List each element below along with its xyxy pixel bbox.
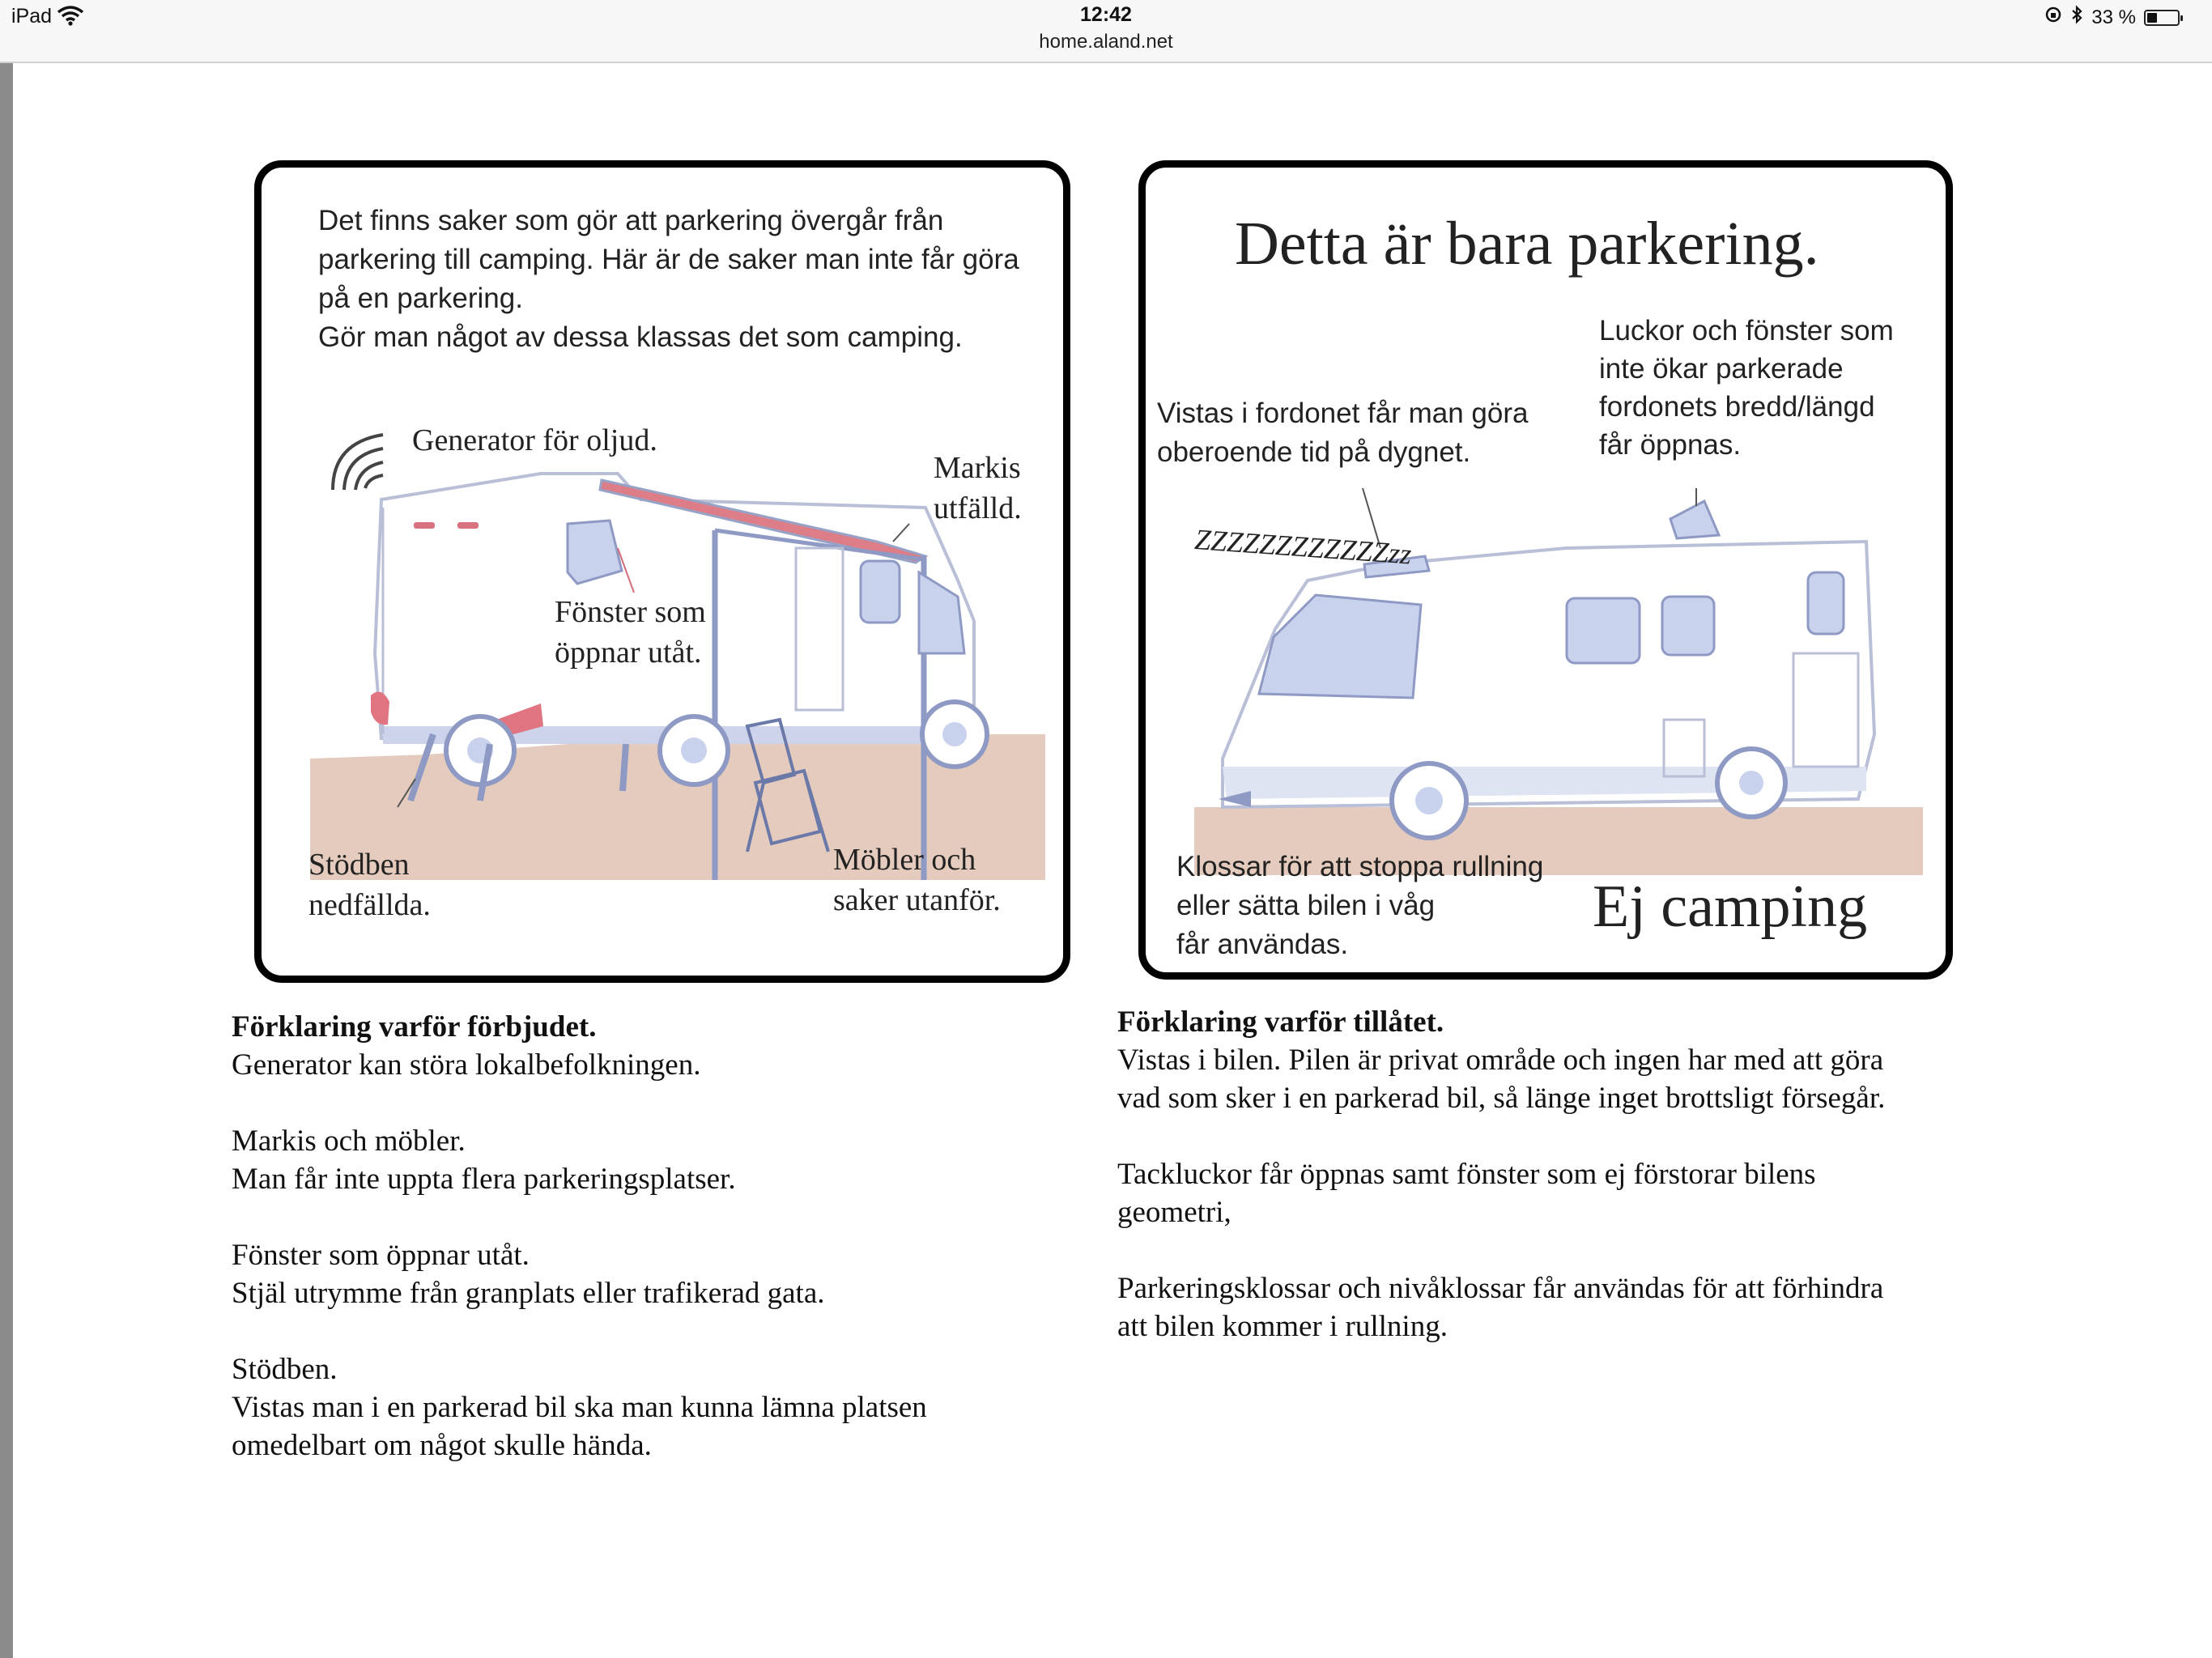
battery-percent: 33 %	[2091, 6, 2136, 28]
explanation-allowed-heading: Förklaring varför tillåtet.	[1117, 1005, 1444, 1039]
sleeping-zzz: ZZZZZZZZZZZZzz	[1193, 522, 1413, 571]
bluetooth-icon	[2070, 5, 2083, 30]
battery-icon	[2144, 10, 2180, 26]
allowed-illustration	[1138, 160, 1953, 980]
page-edge	[0, 63, 13, 1658]
explanation-paragraph: Parkeringsklossar och nivåklossar får användas för att förhindra att bilen kommer i rullning.	[1117, 1272, 1884, 1343]
explanation-allowed	[1117, 1003, 1976, 1384]
status-bar	[0, 0, 2212, 63]
explanation-paragraph: Generator kan störa lokalbefolkningen.	[232, 1048, 701, 1082]
label-awning: Markis utfälld.	[934, 451, 1022, 525]
status-indicators	[2044, 5, 2180, 30]
intro-text: Det finns saker som gör att parkering övergår från parkering till camping. Här är de saker man inte får göra på en parkering. Gör man något av dessa klassas det som camping.	[318, 205, 1019, 353]
label-window: Fönster som öppnar utåt.	[555, 595, 706, 670]
clock: 12:42	[1080, 3, 1132, 26]
label-generator: Generator för oljud.	[412, 423, 657, 457]
explanation-paragraph: Tackluckor får öppnas samt fönster som ej förstorar bilens geometri,	[1117, 1158, 1816, 1229]
label-hatches: Luckor och fönster som inte ökar parkerade fordonets bredd/längd får öppnas.	[1599, 315, 1894, 461]
explanation-paragraph: Fönster som öppnar utåt. Stjäl utrymme från granplats eller trafikerad gata.	[232, 1239, 825, 1310]
forbidden-illustration	[254, 160, 1070, 983]
explanation-paragraph: Vistas i bilen. Pilen är privat område och ingen har med att göra vad som sker i en parkerad bil, så länge inget brottsligt försegår.	[1117, 1044, 1886, 1115]
not-camping-stamp: Ej camping	[1593, 874, 1868, 940]
explanation-paragraph: Stödben. Vistas man i en parkerad bil ska man kunna lämna platsen omedelbart om något skulle hända.	[232, 1353, 927, 1462]
device-name: iPad	[11, 5, 53, 28]
label-wheel-chocks: Klossar för att stoppa rullning eller sätta bilen i våg får användas.	[1176, 851, 1544, 960]
explanation-paragraph: Markis och möbler. Man får inte uppta flera parkeringsplatser.	[232, 1124, 736, 1196]
explanation-forbidden	[232, 1008, 1082, 1503]
label-staying-inside: Vistas i fordonet får man göra oberoende tid på dygnet.	[1157, 397, 1529, 468]
explanation-forbidden-heading: Förklaring varför förbjudet.	[232, 1010, 597, 1044]
orientation-lock-icon	[2044, 6, 2062, 29]
panel-title: Detta är bara parkering.	[1235, 210, 1819, 278]
label-support-legs: Stödben nedfällda.	[308, 848, 431, 922]
label-furniture: Möbler och saker utanför.	[833, 843, 1001, 917]
address-bar[interactable]: home.aland.net	[1039, 31, 1173, 53]
